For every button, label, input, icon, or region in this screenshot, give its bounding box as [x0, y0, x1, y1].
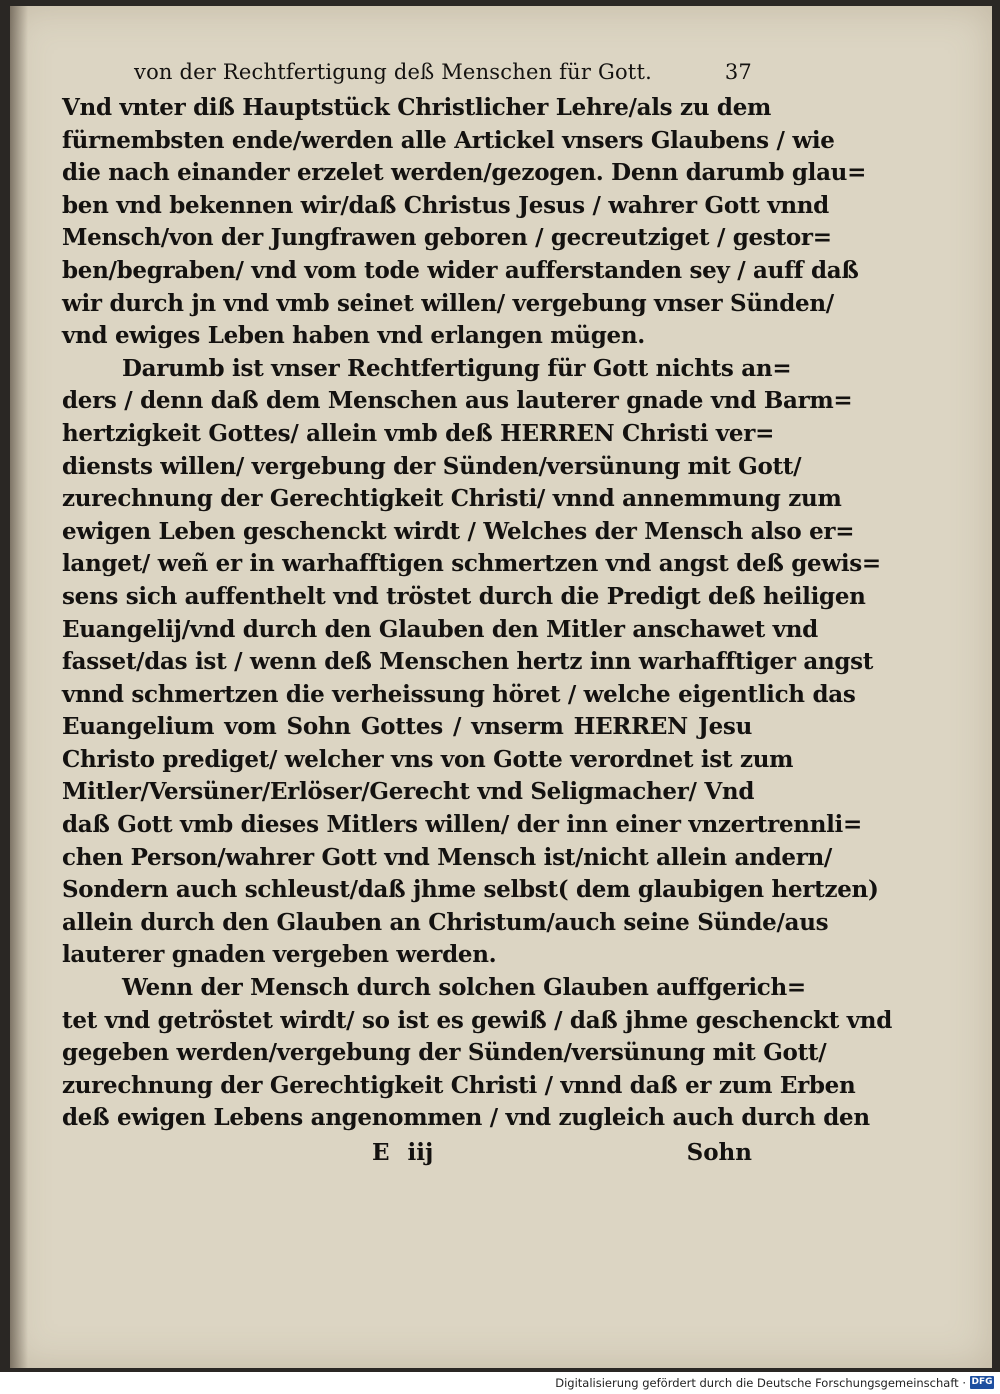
text-block — [62, 58, 892, 1169]
text-line: ben/begraben/ vnd vom tode wider aufferstanden sey / auff daß — [62, 256, 859, 284]
text-line: allein durch den Glauben an Christum/auch seine Sünde/aus — [62, 908, 829, 936]
signature-mark: E — [372, 1139, 390, 1166]
text-line: tet vnd getröstet wirdt/ so ist es gewiß / daß jhme geschenckt vnd — [62, 1006, 892, 1034]
text-line: sens sich auffenthelt vnd tröstet durch die Predigt deß heiligen — [62, 582, 866, 610]
text-line: wir durch jn vnd vmb seinet willen/ vergebung vnser Sünden/ — [62, 289, 834, 317]
body-text — [62, 92, 892, 1135]
text-line: Sondern auch schleust/daß jhme selbst( dem glaubigen hertzen) — [62, 876, 879, 904]
text-line: fasset/das ist / wenn deß Menschen hertz inn warhafftiger angst — [62, 648, 874, 676]
text-line: lauterer gnaden vergeben werden. — [62, 941, 497, 969]
text-line: zurechnung der Gerechtigkeit Christi / vnnd daß er zum Erben — [62, 1071, 856, 1099]
text-line: langet/ weñ er in warhafftigen schmertzen vnd angst deß gewis= — [62, 550, 881, 578]
text-line: vnd ewiges Leben haben vnd erlangen mügen. — [62, 322, 645, 350]
text-line: Mensch/von der Jungfrawen geboren / gecreutziget / gestor= — [62, 224, 832, 252]
footer-bar — [0, 1372, 1000, 1394]
text-line: zurechnung der Gerechtigkeit Christi/ vnnd annemmung zum — [62, 485, 842, 513]
text-line: vnnd schmertzen die verheissung höret / welche eigentlich das — [62, 680, 856, 708]
text-line: Euangelij/vnd durch den Glauben den Mitler anschawet vnd — [62, 615, 818, 643]
signature-number: iij — [407, 1139, 434, 1166]
text-line: ewigen Leben geschenckt wirdt / Welches der Mensch also er= — [62, 517, 855, 545]
catchword: Sohn — [686, 1139, 752, 1166]
text-line: Mitler/Versüner/Erlöser/Gerecht vnd Seligmacher/ Vnd — [62, 778, 755, 806]
text-line: chen Person/wahrer Gott vnd Mensch ist/nicht allein andern/ — [62, 843, 833, 871]
text-line: die nach einander erzelet werden/gezogen. Denn darumb glau= — [62, 159, 867, 187]
funding-credit: Digitalisierung gefördert durch die Deutsche Forschungsgemeinschaft · — [555, 1376, 966, 1390]
page-number: 37 — [724, 60, 752, 84]
text-line: ben vnd bekennen wir/daß Christus Jesus / wahrer Gott vnnd — [62, 191, 829, 219]
text-line: Euangelium vom Sohn Gottes / vnserm HERREN Jesu — [62, 713, 752, 741]
text-line: Darumb ist vnser Rechtfertigung für Gott nichts an= — [122, 354, 792, 382]
text-line: daß Gott vmb dieses Mitlers willen/ der inn einer vnzertrennli= — [62, 811, 862, 839]
text-line: fürnembsten ende/werden alle Artickel vnsers Glaubens / wie — [62, 126, 835, 154]
text-line: hertzigkeit Gottes/ allein vmb deß HERREN Christi ver= — [62, 419, 775, 447]
gutter-shadow — [10, 6, 28, 1368]
catch-line — [62, 1137, 752, 1169]
running-head-title: von der Rechtfertigung deß Menschen für Gott. — [134, 60, 652, 84]
text-line: Vnd vnter diß Hauptstück Christlicher Lehre/als zu dem — [62, 94, 772, 121]
text-line: ders / denn daß dem Menschen aus lauterer gnade vnd Barm= — [62, 387, 853, 415]
text-line: Wenn der Mensch durch solchen Glauben auffgerich= — [122, 974, 806, 1002]
text-line: deß ewigen Lebens angenommen / vnd zugleich auch durch den — [62, 1104, 870, 1132]
dfg-logo: DFG — [971, 1377, 993, 1387]
text-line: diensts willen/ vergebung der Sünden/versünung mit Gott/ — [62, 452, 802, 480]
text-line: gegeben werden/vergebung der Sünden/versünung mit Gott/ — [62, 1039, 827, 1067]
book-page — [10, 6, 992, 1368]
text-line: Christo prediget/ welcher vns von Gotte verordnet ist zum — [62, 745, 794, 773]
running-head — [62, 58, 752, 86]
